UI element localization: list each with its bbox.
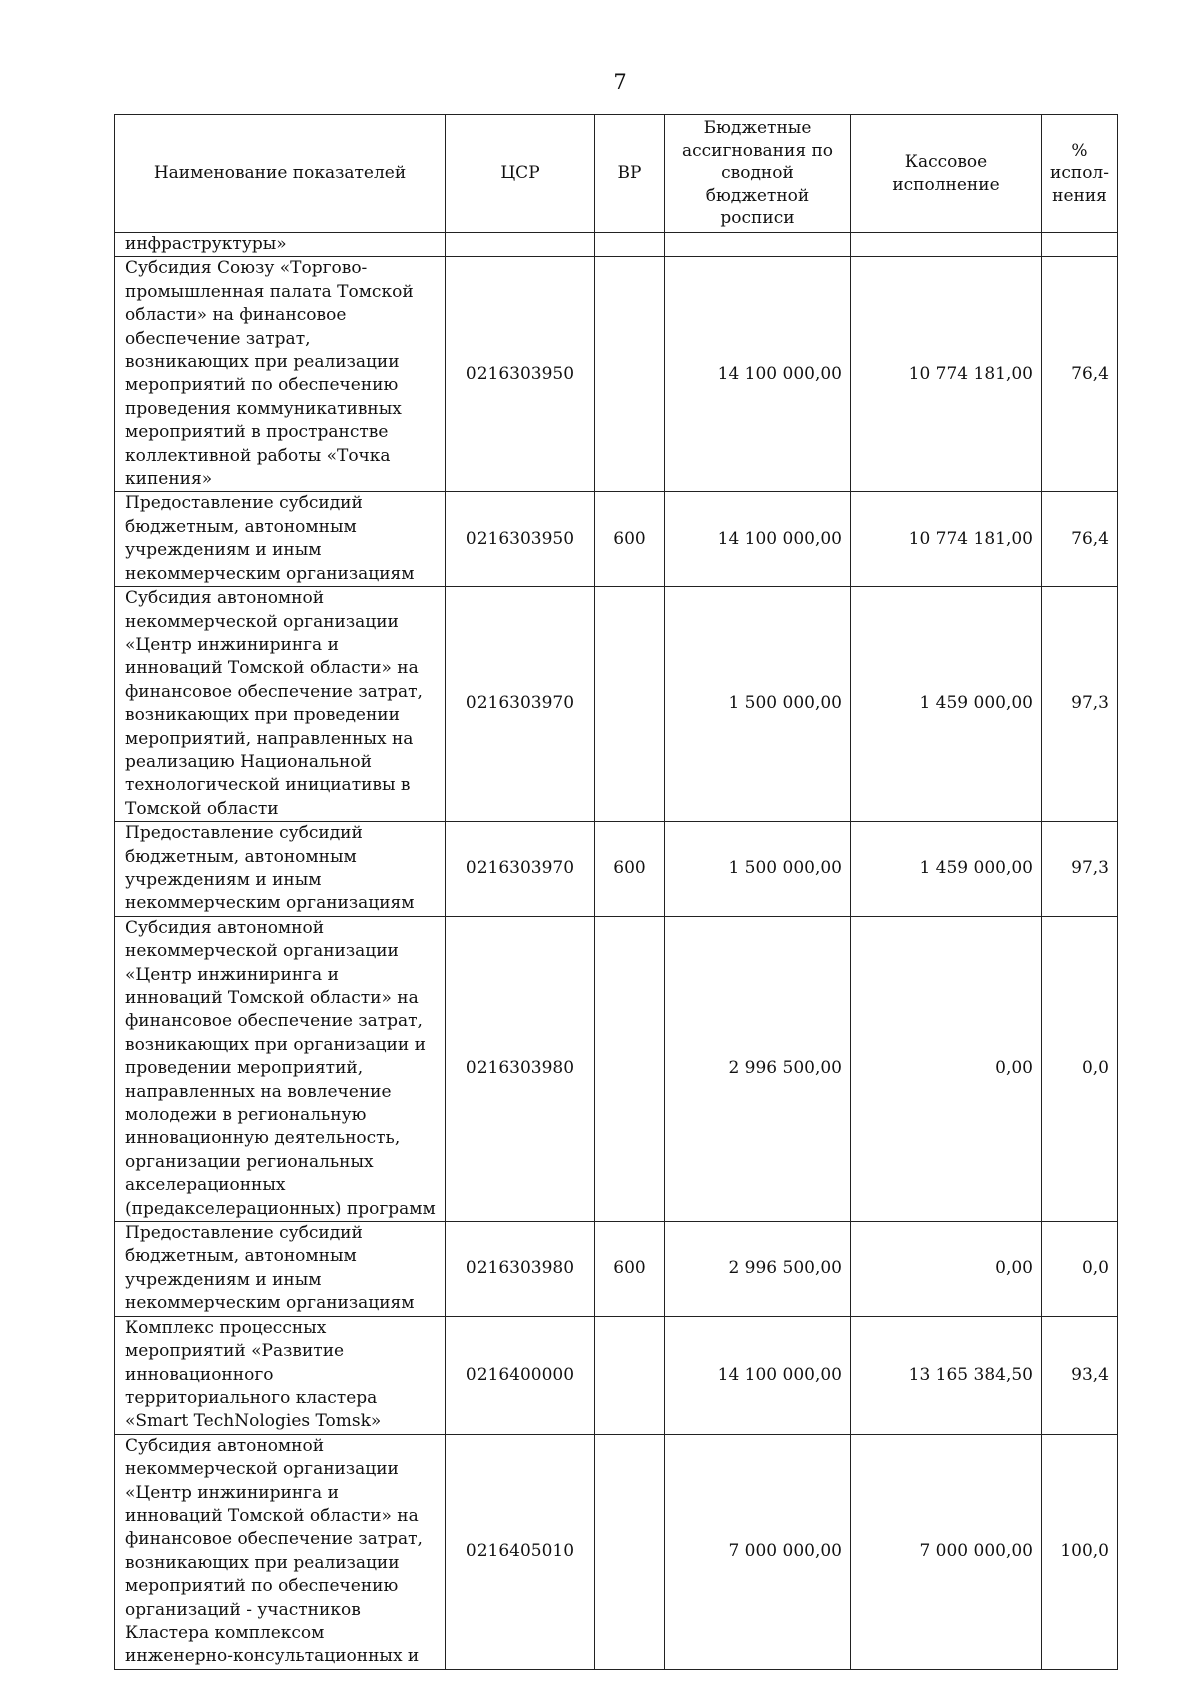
cell-csr: [446, 233, 595, 257]
cell-pct: 93,4: [1042, 1316, 1118, 1434]
cell-budget: 1 500 000,00: [665, 587, 851, 822]
cell-pct: 0,0: [1042, 1222, 1118, 1317]
cell-budget: 2 996 500,00: [665, 1222, 851, 1317]
cell-vr: [595, 587, 665, 822]
table-row: [115, 492, 1118, 587]
cell-budget: 1 500 000,00: [665, 822, 851, 917]
table-row: [115, 916, 1118, 1221]
header-cash: Кассовое исполнение: [851, 115, 1042, 233]
header-row: [115, 115, 1118, 233]
cell-budget: 7 000 000,00: [665, 1434, 851, 1669]
cell-pct: 76,4: [1042, 257, 1118, 492]
cell-vr: [595, 233, 665, 257]
cell-csr: 0216405010: [446, 1434, 595, 1669]
cell-name: Предоставление субсидий бюджетным, автономным учреждениям и иным некоммерческим организациям: [115, 1222, 446, 1317]
cell-name: Предоставление субсидий бюджетным, автономным учреждениям и иным некоммерческим организациям: [115, 822, 446, 917]
cell-vr: 600: [595, 1222, 665, 1317]
cell-cash: 0,00: [851, 916, 1042, 1221]
cell-csr: 0216303970: [446, 822, 595, 917]
cell-cash: 10 774 181,00: [851, 492, 1042, 587]
cell-name: инфраструктуры»: [115, 233, 446, 257]
table-row: [115, 257, 1118, 492]
cell-name: Субсидия Союзу «Торгово-промышленная палата Томской области» на финансовое обеспечение затрат, возникающих при реализации мероприятий по обеспечению проведения коммуникативных мероприятий в пространстве коллективной работы «Точка кипения»: [115, 257, 446, 492]
cell-csr: 0216303980: [446, 916, 595, 1221]
table-row: [115, 1316, 1118, 1434]
cell-csr: 0216400000: [446, 1316, 595, 1434]
cell-csr: 0216303970: [446, 587, 595, 822]
cell-name: Комплекс процессных мероприятий «Развитие инновационного территориального кластера «Smart TechNologies Tomsk»: [115, 1316, 446, 1434]
cell-budget: [665, 233, 851, 257]
cell-vr: 600: [595, 822, 665, 917]
cell-cash: 0,00: [851, 1222, 1042, 1317]
cell-pct: 97,3: [1042, 822, 1118, 917]
cell-budget: 2 996 500,00: [665, 916, 851, 1221]
cell-pct: 76,4: [1042, 492, 1118, 587]
header-budget: Бюджетные ассигнования по сводной бюджетной росписи: [665, 115, 851, 233]
cell-cash: 1 459 000,00: [851, 587, 1042, 822]
cell-name: Субсидия автономной некоммерческой организации «Центр инжиниринга и инноваций Томской области» на финансовое обеспечение затрат, возникающих при проведении мероприятий, направленных на реализацию Национальной технологической инициативы в Томской области: [115, 587, 446, 822]
cell-pct: 100,0: [1042, 1434, 1118, 1669]
cell-name: Субсидия автономной некоммерческой организации «Центр инжиниринга и инноваций Томской области» на финансовое обеспечение затрат, возникающих при реализации мероприятий по обеспечению организаций - участников Кластера комплексом инженерно-консультационных и: [115, 1434, 446, 1669]
cell-vr: [595, 257, 665, 492]
table-header: [115, 115, 1118, 233]
cell-pct: 0,0: [1042, 916, 1118, 1221]
cell-vr: [595, 1316, 665, 1434]
cell-name: Предоставление субсидий бюджетным, автономным учреждениям и иным некоммерческим организациям: [115, 492, 446, 587]
cell-budget: 14 100 000,00: [665, 257, 851, 492]
table-row: [115, 1222, 1118, 1317]
cell-cash: 1 459 000,00: [851, 822, 1042, 917]
budget-execution-table: [114, 114, 1118, 1670]
cell-pct: [1042, 233, 1118, 257]
table-body: [115, 233, 1118, 1670]
cell-pct: 97,3: [1042, 587, 1118, 822]
header-name: Наименование показателей: [115, 115, 446, 233]
page-number: 7: [613, 70, 627, 94]
cell-csr: 0216303950: [446, 257, 595, 492]
cell-vr: [595, 916, 665, 1221]
cell-name: Субсидия автономной некоммерческой организации «Центр инжиниринга и инноваций Томской области» на финансовое обеспечение затрат, возникающих при организации и проведении мероприятий, направленных на вовлечение молодежи в региональную инновационную деятельность, организации региональных акселерационных (предакселерационных) программ: [115, 916, 446, 1221]
cell-csr: 0216303950: [446, 492, 595, 587]
header-csr: ЦСР: [446, 115, 595, 233]
table-row: [115, 587, 1118, 822]
cell-budget: 14 100 000,00: [665, 492, 851, 587]
table-row: [115, 822, 1118, 917]
cell-vr: [595, 1434, 665, 1669]
cell-cash: [851, 233, 1042, 257]
table-row: [115, 233, 1118, 257]
cell-cash: 10 774 181,00: [851, 257, 1042, 492]
cell-cash: 7 000 000,00: [851, 1434, 1042, 1669]
cell-cash: 13 165 384,50: [851, 1316, 1042, 1434]
header-pct: % испол-нения: [1042, 115, 1118, 233]
cell-csr: 0216303980: [446, 1222, 595, 1317]
header-vr: ВР: [595, 115, 665, 233]
cell-budget: 14 100 000,00: [665, 1316, 851, 1434]
table-row: [115, 1434, 1118, 1669]
cell-vr: 600: [595, 492, 665, 587]
